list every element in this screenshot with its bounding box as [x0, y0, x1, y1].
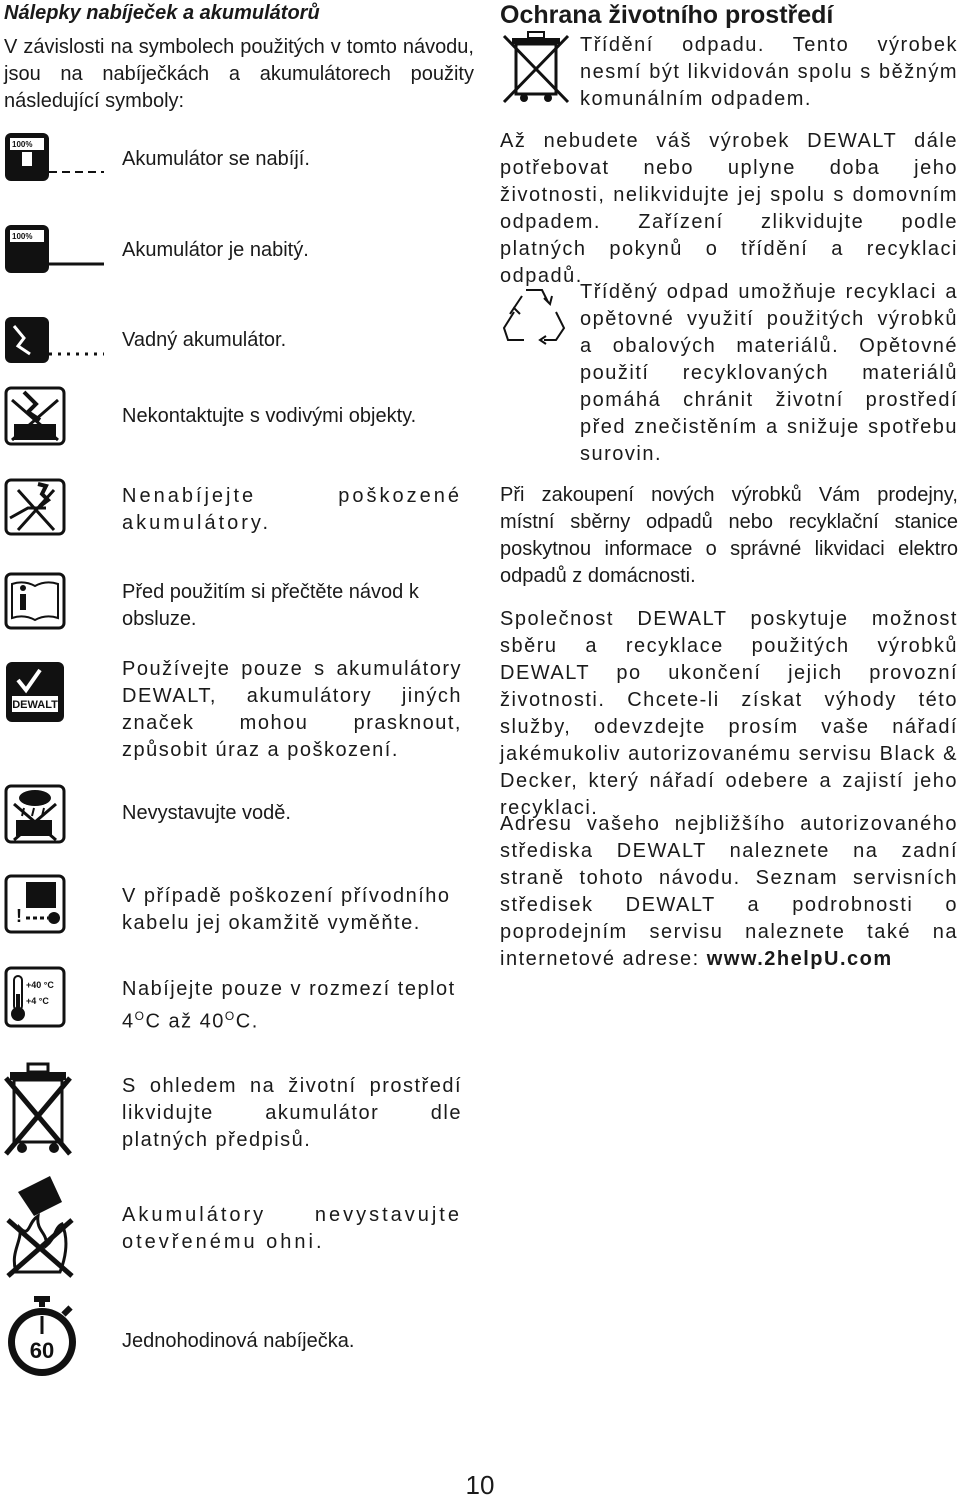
separate-collection-text: Třídění odpadu. Tento výrobek nesmí být likvidován spolu s běžným komunálním odpadem. — [580, 34, 958, 110]
battery-charging-icon — [4, 132, 108, 184]
temperature-range-icon — [4, 966, 66, 1028]
no-household-waste-icon — [4, 1062, 74, 1158]
dewalt-logo-text: DEWALT — [12, 699, 58, 711]
recycling-text: Tříděný odpad umožňuje recyklaci a opětovné využití použitých výrobků a obalových materiálů. Opětovné použití recyklovaných materiálů pomáhá chránit životní prostředí před znečistěním a snižuje spotřebu surovin. — [580, 281, 958, 465]
temp-high-label: +40 °C — [26, 980, 54, 990]
service-address-paragraph: Adresu vašeho nejbližšího autorizovaného střediska DEWALT naleznete na zadní straně tohoto návodu. Seznam servisních středisek DEWALT a podrobnosti o poprodejním servisu naleznete také na internetové adrese: www.2helpU.com — [500, 813, 958, 970]
recycling-icon — [500, 284, 568, 348]
section-title-environment: Ochrana životního prostředí — [500, 1, 834, 29]
crossed-bin-icon — [500, 30, 572, 104]
symbol-text-charging: Akumulátor se nabíjí. — [122, 148, 310, 170]
read-manual-icon — [4, 572, 66, 630]
symbol-text-no-household-waste: S ohledem na životní prostředí likvidujte akumulátor dle platných předpisů. — [122, 1075, 462, 1151]
svg-text:!: ! — [16, 906, 22, 926]
dewalt-collection-paragraph: Společnost DEWALT poskytuje možnost sběru a recyklace použitých výrobků DEWALT po ukončení jejich provozní životnosti. Chcete-li získat výhody této služby, odevzdejte prosím vaše nářadí jakémukoliv autorizovanému servisu Black & Decker, který nářadí odebere a zajistí jeho recyklaci. — [500, 608, 958, 819]
symbol-text-defective: Vadný akumulátor. — [122, 329, 287, 351]
svg-text:100%: 100% — [12, 232, 33, 241]
section-title-labels: Nálepky nabíječek a akumulátorů — [4, 2, 320, 24]
intro-text: V závislosti na symbolech použitých v tomto návodu, jsou na nabíječkách a akumulátorech použity následující symboly: — [4, 36, 474, 112]
temp-low-label: +4 °C — [26, 996, 49, 1006]
website-link[interactable]: www.2helpU.com — [706, 948, 893, 970]
battery-defective-icon — [4, 316, 108, 366]
svg-text:100%: 100% — [12, 140, 33, 149]
sixty-label: 60 — [29, 1338, 55, 1363]
page-number: 10 — [465, 1470, 495, 1500]
symbol-text-one-hour: Jednohodinová nabíječka. — [122, 1330, 355, 1352]
symbol-text-replace-cord: V případě poškození přívodního kabelu jej okamžitě vyměňte. — [122, 885, 451, 934]
symbol-text-dewalt-only: Používejte pouze s akumulátory DEWALT, akumulátory jiných značek mohou prasknout, způsobit úraz a poškození. — [122, 658, 462, 761]
symbol-text-no-water: Nevystavujte vodě. — [122, 802, 291, 824]
symbol-text-no-damaged: Nenabíjejte poškozené akumulátory. — [122, 485, 462, 534]
no-conductive-objects-icon — [4, 386, 66, 446]
symbol-text-read-manual: Před použitím si přečtěte návod k obsluze. — [122, 581, 419, 630]
disposal-paragraph: Až nebudete váš výrobek DEWALT dále potřebovat nebo uplyne doba jeho životnosti, nelikvidujte jej spolu s domovním odpadem. Zařízení zlikvidujte podle platných pokynů o třídění a recyklaci odpadů. — [500, 130, 958, 287]
dewalt-battery-only-icon — [4, 660, 66, 724]
symbol-text-charged: Akumulátor je nabitý. — [122, 239, 309, 261]
purchase-info-paragraph: Při zakoupení nových výrobků Vám prodejny, místní sběrny odpadů nebo recyklační stanice poskytnou informace o správné likvidaci elektro odpadů z domácnosti. — [500, 484, 958, 587]
no-open-fire-icon — [4, 1172, 76, 1280]
symbol-text-no-conductive: Nekontaktujte s vodivými objekty. — [122, 405, 417, 427]
no-water-icon — [4, 784, 66, 844]
one-hour-charger-icon — [4, 1296, 80, 1376]
symbol-text-temperature: Nabíjejte pouze v rozmezí teplot $4^OC$ až $40^OC$. — [122, 978, 456, 1033]
replace-cord-icon — [4, 874, 66, 934]
no-damaged-battery-icon — [4, 478, 66, 536]
battery-charged-icon — [4, 224, 108, 276]
symbol-text-no-open-fire: Akumulátory nevystavujte otevřenému ohni. — [122, 1204, 462, 1253]
